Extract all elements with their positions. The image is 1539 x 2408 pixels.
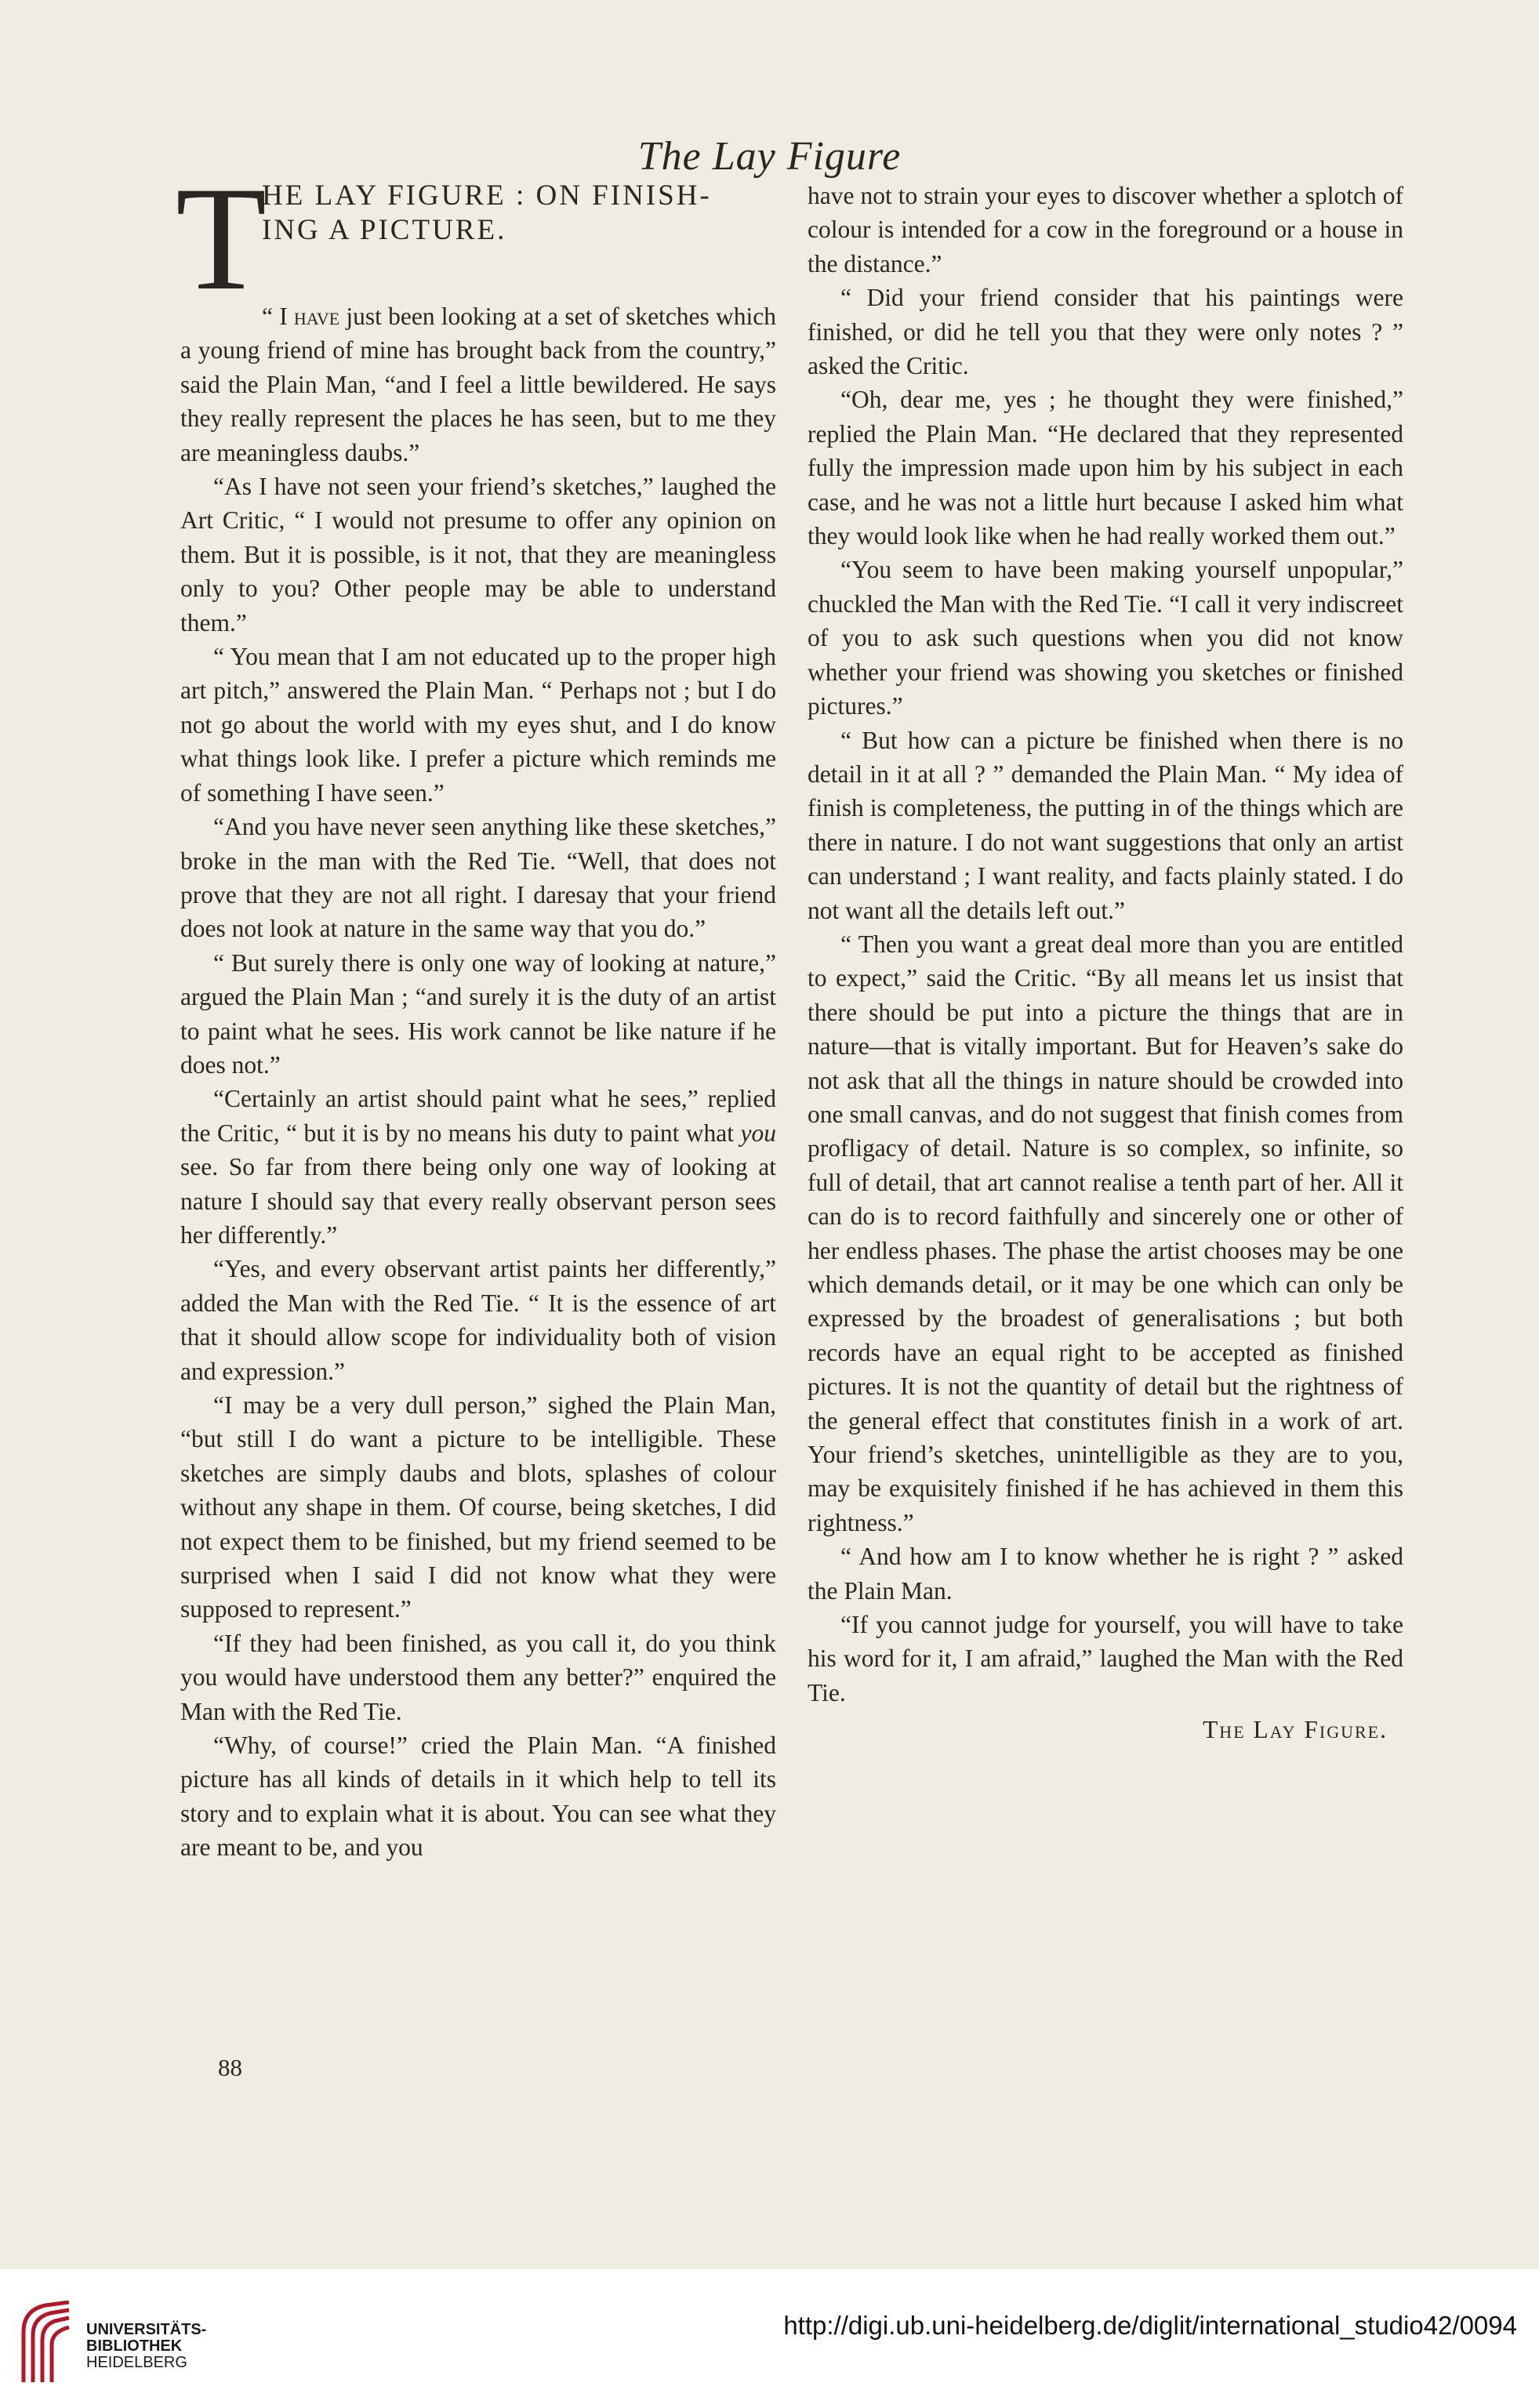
paragraph: “Oh, dear me, yes ; he thought they were finished,” replied the Plain Man. “He declared that they represented fully the impression made upon him by his subject in each case, and he was not a little hurt because I asked him what they would look like when he had really worked them out.”	[808, 386, 1403, 550]
paragraph: “ And how am I to know whether he is right ? ” asked the Plain Man.	[808, 1543, 1403, 1605]
paragraph: “Yes, and every observant artist paints her differently,” added the Man with the Red Tie. “ It is the essence of art that it should allow scope for individuality both of vision and expression.”	[180, 1255, 776, 1385]
right-column	[808, 179, 1403, 1747]
paragraph: “If you cannot judge for yourself, you will have to take his word for it, I am afraid,” laughed the Man with the Red Tie.	[808, 1611, 1403, 1706]
paragraph: “ You mean that I am not educated up to the proper high art pitch,” answered the Plain Man. “ Perhaps not ; but I do not go about the world with my eyes shut, and I do know what things look like. I prefer a picture which reminds me of something I have seen.”	[180, 643, 776, 807]
paragraph: “You seem to have been making yourself unpopular,” chuckled the Man with the Red Tie. “I call it very indiscreet of you to ask such questions when you did not know whether your friend was showing you sketches or finished pictures.”	[808, 556, 1403, 720]
source-url: http://digi.ub.uni-heidelberg.de/diglit/international_studio42/0094	[783, 2311, 1517, 2340]
paragraph: “And you have never seen anything like these sketches,” broke in the man with the Red Tie. “Well, that does not prove that they are not all right. I daresay that your friend does not look at nature in the same way that you do.”	[180, 813, 776, 943]
running-head: The Lay Figure	[637, 134, 902, 179]
library-name: UNIVERSITÄTS- BIBLIOTHEK HEIDELBERG	[86, 2321, 207, 2371]
paragraph: “Certainly an artist should paint what he sees,” replied the Critic, “ but it is by no means his duty to paint what you see. So far from there being only one way of looking at nature I should say that every really observant person sees her differently.”	[180, 1085, 776, 1249]
title-line-1: HE LAY FIGURE : ON FINISH-	[262, 180, 712, 212]
title-line-2: ING A PICTURE.	[262, 214, 507, 246]
paragraph: “If they had been finished, as you call it, do you think you would have understood them any better?” enquired the Man with the Red Tie.	[180, 1629, 776, 1725]
paragraph: “ I have just been looking at a set of sketches which a young friend of mine has brought back from the country,” said the Plain Man, “and I feel a little bewildered. He says they really represent the places he has seen, but to me they are meaningless daubs.”	[180, 303, 776, 466]
paragraph: “ But surely there is only one way of looking at nature,” argued the Plain Man ; “and surely it is the duty of an artist to paint what he sees. His work cannot be like nature if he does not.”	[180, 948, 776, 1079]
left-column	[176, 157, 776, 1865]
drop-cap: T	[176, 157, 267, 321]
paragraph: “As I have not seen your friend’s sketches,” laughed the Art Critic, “ I would not presume to offer any opinion on them. But it is possible, is it not, that they are meaningless only to you? Other people may be able to understand them.”	[180, 473, 776, 636]
signature: The Lay Figure.	[1203, 1716, 1388, 1744]
article-title-block	[176, 157, 776, 321]
page-number: 88	[218, 2054, 242, 2081]
library-logo-icon	[17, 2301, 75, 2385]
paragraph: “ Then you want a great deal more than you are entitled to expect,” said the Critic. “By all means let us insist that there should be put into a picture the things that are in nature—that is vitally important. But for Heaven’s sake do not ask that all the things in nature should be crowded into one small canvas, and do not suggest that finish comes from profligacy of detail. Nature is so complex, so infinite, so full of detail, that art cannot realise a tenth part of her. All it can do is to record faithfully and sincerely one or other of her endless phases. The phase the artist chooses may be one which demands detail, or it may be one which can only be expressed by the broadest of generalisations ; but both records have an equal right to be accepted as finished pictures. It is not the quantity of detail but the rightness of the general effect that constitutes finish in a work of art. Your friend’s sketches, unintelligible as they are to you, may be exquisitely finished if he has achieved in them this rightness.”	[808, 930, 1403, 1536]
article-title	[262, 179, 776, 248]
paragraph: “Why, of course!” cried the Plain Man. “A finished picture has all kinds of details in it which help to tell its story and to explain what it is about. You can see what they are meant to be, and you	[180, 1732, 776, 1862]
paragraph-continuation: have not to strain your eyes to discover whether a splotch of colour is intended for a cow in the foreground or a house in the distance.”	[808, 182, 1403, 277]
paragraph: “I may be a very dull person,” sighed the Plain Man, “but still I do want a picture to be intelligible. These sketches are simply daubs and blots, splashes of colour without any shape in them. Of course, being sketches, I did not expect them to be finished, but my friend seemed to be surprised when I said I did not know what they were supposed to represent.”	[180, 1391, 776, 1623]
paragraph: “ But how can a picture be finished when there is no detail in it at all ? ” demanded the Plain Man. “ My idea of finish is completeness, the putting in of the things which are there in nature. I do not want suggestions that only an artist can understand ; I want reality, and facts plainly stated. I do not want all the details left out.”	[808, 726, 1403, 924]
paragraph: “ Did your friend consider that his paintings were finished, or did he tell you that they were only notes ? ” asked the Critic.	[808, 284, 1403, 380]
